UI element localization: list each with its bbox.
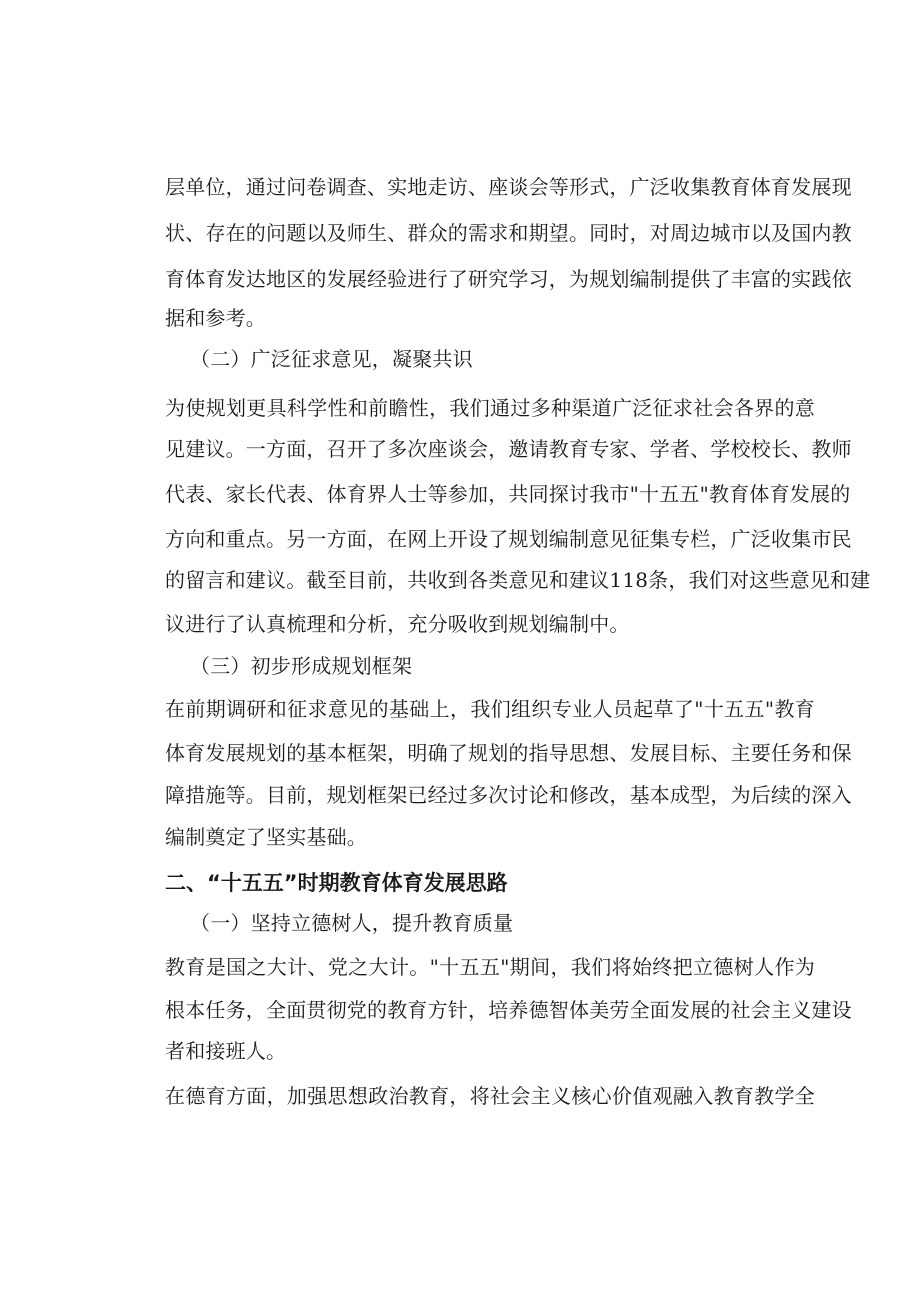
paragraph-line: 状、存在的问题以及师生、群众的需求和期望。同时，对周边城市以及国内教: [165, 221, 852, 245]
paragraph-line: 者和接班人。: [165, 1039, 287, 1063]
paragraph-line: 在前期调研和征求意见的基础上，我们组织专业人员起草了"十五五"教育: [165, 697, 815, 721]
subheading-moral: （一）坚持立德树人，提升教育质量: [190, 911, 514, 935]
paragraph-line: 层单位，通过问卷调查、实地走访、座谈会等形式，广泛收集教育体育发展现: [165, 175, 852, 199]
subheading-consult: （二）广泛征求意见，凝聚共识: [190, 347, 473, 371]
paragraph-line: 据和参考。: [165, 306, 266, 330]
paragraph-line: 根本任务，全面贯彻党的教育方针，培养德智体美劳全面发展的社会主义建设: [165, 998, 852, 1022]
paragraph-line: 体育发展规划的基本框架，明确了规划的指导思想、发展目标、主要任务和保: [165, 741, 852, 765]
paragraph-line: 议进行了认真梳理和分析，充分吸收到规划编制中。: [165, 612, 630, 636]
paragraph-line: 方向和重点。另一方面，在网上开设了规划编制意见征集专栏，广泛收集市民: [165, 527, 852, 551]
paragraph-line: 代表、家长代表、体育界人士等参加，共同探讨我市"十五五"教育体育发展的: [165, 482, 851, 506]
paragraph-line: 为使规划更具科学性和前瞻性，我们通过多种渠道广泛征求社会各界的意: [165, 396, 815, 420]
section-heading: 二、“十五五”时期教育体育发展思路: [165, 871, 508, 895]
paragraph-line: 育体育发达地区的发展经验进行了研究学习，为规划编制提供了丰富的实践依: [165, 267, 852, 291]
paragraph-line: 编制奠定了坚实基础。: [165, 825, 367, 849]
subheading-framework: （三）初步形成规划框架: [190, 654, 413, 678]
paragraph-line: 障措施等。目前，规划框架已经过多次讨论和修改，基本成型，为后续的深入: [165, 783, 852, 807]
paragraph-line: 在德育方面，加强思想政治教育，将社会主义核心价值观融入教育教学全: [165, 1084, 815, 1108]
paragraph-line: 见建议。一方面，召开了多次座谈会，邀请教育专家、学者、学校校长、教师: [165, 437, 852, 461]
paragraph-line: 的留言和建议。截至目前，共收到各类意见和建议118条，我们对这些意见和建: [165, 568, 871, 592]
paragraph-line: 教育是国之大计、党之大计。"十五五"期间，我们将始终把立德树人作为: [165, 955, 815, 979]
